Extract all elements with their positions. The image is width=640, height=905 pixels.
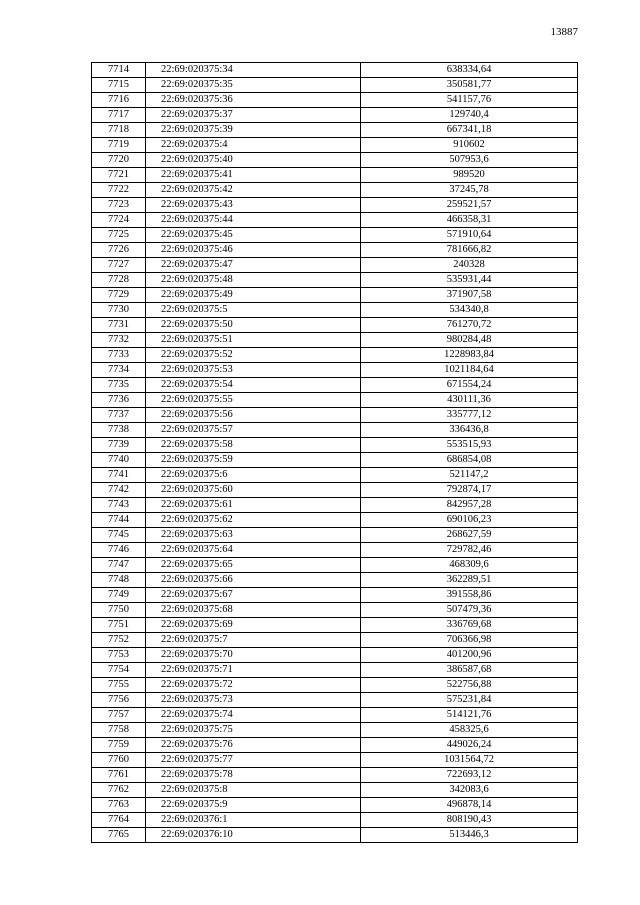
table-row (92, 543, 578, 558)
cadastral-number-cell: 22:69:020375:50 (146, 318, 361, 333)
cadastral-number-cell: 22:69:020375:71 (146, 663, 361, 678)
cadastral-number-cell: 22:69:020376:10 (146, 828, 361, 843)
cadastral-number-cell: 22:69:020375:73 (146, 693, 361, 708)
table-row (92, 768, 578, 783)
table-row (92, 498, 578, 513)
value-cell: 336769,68 (361, 618, 578, 633)
table-row (92, 78, 578, 93)
row-number-cell: 7751 (92, 618, 146, 633)
table-row (92, 573, 578, 588)
row-number-cell: 7728 (92, 273, 146, 288)
cadastral-number-cell: 22:69:020375:61 (146, 498, 361, 513)
value-cell: 690106,23 (361, 513, 578, 528)
table-row (92, 423, 578, 438)
row-number-cell: 7742 (92, 483, 146, 498)
value-cell: 1031564,72 (361, 753, 578, 768)
table-row (92, 213, 578, 228)
row-number-cell: 7714 (92, 63, 146, 78)
cadastral-number-cell: 22:69:020375:5 (146, 303, 361, 318)
table-row (92, 483, 578, 498)
value-cell: 722693,12 (361, 768, 578, 783)
value-cell: 391558,86 (361, 588, 578, 603)
value-cell: 521147,2 (361, 468, 578, 483)
cadastral-number-cell: 22:69:020375:9 (146, 798, 361, 813)
table-row (92, 153, 578, 168)
cadastral-number-cell: 22:69:020375:72 (146, 678, 361, 693)
cadastral-number-cell: 22:69:020375:58 (146, 438, 361, 453)
cadastral-number-cell: 22:69:020375:59 (146, 453, 361, 468)
row-number-cell: 7741 (92, 468, 146, 483)
cadastral-number-cell: 22:69:020375:75 (146, 723, 361, 738)
table-row (92, 363, 578, 378)
row-number-cell: 7731 (92, 318, 146, 333)
table-row (92, 183, 578, 198)
row-number-cell: 7738 (92, 423, 146, 438)
row-number-cell: 7727 (92, 258, 146, 273)
value-cell: 808190,43 (361, 813, 578, 828)
value-cell: 522756,88 (361, 678, 578, 693)
cadastral-number-cell: 22:69:020375:69 (146, 618, 361, 633)
value-cell: 513446,3 (361, 828, 578, 843)
cadastral-number-cell: 22:69:020375:52 (146, 348, 361, 363)
row-number-cell: 7720 (92, 153, 146, 168)
value-cell: 667341,18 (361, 123, 578, 138)
value-cell: 430111,36 (361, 393, 578, 408)
cadastral-number-cell: 22:69:020375:42 (146, 183, 361, 198)
value-cell: 1228983,84 (361, 348, 578, 363)
value-cell: 449026,24 (361, 738, 578, 753)
value-cell: 129740,4 (361, 108, 578, 123)
cadastral-number-cell: 22:69:020375:70 (146, 648, 361, 663)
value-cell: 335777,12 (361, 408, 578, 423)
row-number-cell: 7729 (92, 288, 146, 303)
value-cell: 671554,24 (361, 378, 578, 393)
row-number-cell: 7748 (92, 573, 146, 588)
table-row (92, 513, 578, 528)
row-number-cell: 7765 (92, 828, 146, 843)
row-number-cell: 7753 (92, 648, 146, 663)
cadastral-number-cell: 22:69:020375:40 (146, 153, 361, 168)
row-number-cell: 7759 (92, 738, 146, 753)
value-cell: 514121,76 (361, 708, 578, 723)
cadastral-number-cell: 22:69:020375:76 (146, 738, 361, 753)
cadastral-number-cell: 22:69:020375:77 (146, 753, 361, 768)
row-number-cell: 7719 (92, 138, 146, 153)
table-row (92, 603, 578, 618)
value-cell: 458325,6 (361, 723, 578, 738)
cadastral-number-cell: 22:69:020375:62 (146, 513, 361, 528)
row-number-cell: 7732 (92, 333, 146, 348)
row-number-cell: 7764 (92, 813, 146, 828)
row-number-cell: 7756 (92, 693, 146, 708)
cadastral-number-cell: 22:69:020375:44 (146, 213, 361, 228)
row-number-cell: 7745 (92, 528, 146, 543)
value-cell: 350581,77 (361, 78, 578, 93)
value-cell: 386587,68 (361, 663, 578, 678)
cadastral-number-cell: 22:69:020375:47 (146, 258, 361, 273)
table-row (92, 693, 578, 708)
cadastral-number-cell: 22:69:020375:46 (146, 243, 361, 258)
row-number-cell: 7754 (92, 663, 146, 678)
cadastral-number-cell: 22:69:020375:66 (146, 573, 361, 588)
row-number-cell: 7749 (92, 588, 146, 603)
value-cell: 401200,96 (361, 648, 578, 663)
row-number-cell: 7724 (92, 213, 146, 228)
table-row (92, 228, 578, 243)
table-row (92, 558, 578, 573)
value-cell: 240328 (361, 258, 578, 273)
table-row (92, 588, 578, 603)
row-number-cell: 7733 (92, 348, 146, 363)
value-cell: 535931,44 (361, 273, 578, 288)
cadastral-number-cell: 22:69:020375:67 (146, 588, 361, 603)
table-row (92, 333, 578, 348)
cadastral-number-cell: 22:69:020375:68 (146, 603, 361, 618)
table-row (92, 798, 578, 813)
cadastral-number-cell: 22:69:020375:60 (146, 483, 361, 498)
row-number-cell: 7757 (92, 708, 146, 723)
row-number-cell: 7722 (92, 183, 146, 198)
value-cell: 507953,6 (361, 153, 578, 168)
cadastral-number-cell: 22:69:020375:53 (146, 363, 361, 378)
value-cell: 371907,58 (361, 288, 578, 303)
table-row (92, 783, 578, 798)
row-number-cell: 7752 (92, 633, 146, 648)
cadastral-number-cell: 22:69:020375:39 (146, 123, 361, 138)
table-row (92, 753, 578, 768)
table-row (92, 453, 578, 468)
table-row (92, 258, 578, 273)
value-cell: 468309,6 (361, 558, 578, 573)
cadastral-number-cell: 22:69:020375:56 (146, 408, 361, 423)
cadastral-number-cell: 22:69:020375:43 (146, 198, 361, 213)
value-cell: 507479,36 (361, 603, 578, 618)
row-number-cell: 7736 (92, 393, 146, 408)
cadastral-number-cell: 22:69:020376:1 (146, 813, 361, 828)
table-row (92, 408, 578, 423)
cadastral-number-cell: 22:69:020375:55 (146, 393, 361, 408)
table-row (92, 303, 578, 318)
cadastral-number-cell: 22:69:020375:74 (146, 708, 361, 723)
value-cell: 910602 (361, 138, 578, 153)
table-row (92, 288, 578, 303)
cadastral-number-cell: 22:69:020375:35 (146, 78, 361, 93)
value-cell: 259521,57 (361, 198, 578, 213)
value-cell: 541157,76 (361, 93, 578, 108)
cadastral-value-table (91, 62, 578, 843)
value-cell: 729782,46 (361, 543, 578, 558)
cadastral-number-cell: 22:69:020375:34 (146, 63, 361, 78)
table-row (92, 348, 578, 363)
cadastral-number-cell: 22:69:020375:45 (146, 228, 361, 243)
row-number-cell: 7718 (92, 123, 146, 138)
row-number-cell: 7758 (92, 723, 146, 738)
value-cell: 342083,6 (361, 783, 578, 798)
cadastral-number-cell: 22:69:020375:78 (146, 768, 361, 783)
cadastral-number-cell: 22:69:020375:51 (146, 333, 361, 348)
row-number-cell: 7743 (92, 498, 146, 513)
row-number-cell: 7723 (92, 198, 146, 213)
cadastral-number-cell: 22:69:020375:54 (146, 378, 361, 393)
cadastral-number-cell: 22:69:020375:6 (146, 468, 361, 483)
row-number-cell: 7740 (92, 453, 146, 468)
table-row (92, 618, 578, 633)
row-number-cell: 7747 (92, 558, 146, 573)
table-row (92, 168, 578, 183)
cadastral-number-cell: 22:69:020375:7 (146, 633, 361, 648)
value-cell: 336436,8 (361, 423, 578, 438)
value-cell: 1021184,64 (361, 363, 578, 378)
value-cell: 638334,64 (361, 63, 578, 78)
table-row (92, 813, 578, 828)
row-number-cell: 7734 (92, 363, 146, 378)
value-cell: 781666,82 (361, 243, 578, 258)
table-row (92, 93, 578, 108)
table-row (92, 828, 578, 843)
value-cell: 534340,8 (361, 303, 578, 318)
table-row (92, 528, 578, 543)
value-cell: 575231,84 (361, 693, 578, 708)
cadastral-number-cell: 22:69:020375:57 (146, 423, 361, 438)
table-row (92, 243, 578, 258)
value-cell: 496878,14 (361, 798, 578, 813)
table-row (92, 708, 578, 723)
value-cell: 268627,59 (361, 528, 578, 543)
table-row (92, 108, 578, 123)
cadastral-number-cell: 22:69:020375:37 (146, 108, 361, 123)
row-number-cell: 7726 (92, 243, 146, 258)
row-number-cell: 7735 (92, 378, 146, 393)
table-row (92, 663, 578, 678)
table-body (92, 63, 578, 843)
value-cell: 792874,17 (361, 483, 578, 498)
value-cell: 980284,48 (361, 333, 578, 348)
value-cell: 466358,31 (361, 213, 578, 228)
row-number-cell: 7762 (92, 783, 146, 798)
value-cell: 571910,64 (361, 228, 578, 243)
table-row (92, 378, 578, 393)
table-row (92, 198, 578, 213)
row-number-cell: 7744 (92, 513, 146, 528)
row-number-cell: 7760 (92, 753, 146, 768)
value-cell: 686854,08 (361, 453, 578, 468)
table-row (92, 393, 578, 408)
table-row (92, 648, 578, 663)
cadastral-number-cell: 22:69:020375:8 (146, 783, 361, 798)
value-cell: 362289,51 (361, 573, 578, 588)
row-number-cell: 7739 (92, 438, 146, 453)
cadastral-number-cell: 22:69:020375:41 (146, 168, 361, 183)
row-number-cell: 7717 (92, 108, 146, 123)
table-row (92, 738, 578, 753)
row-number-cell: 7737 (92, 408, 146, 423)
table-row (92, 723, 578, 738)
row-number-cell: 7725 (92, 228, 146, 243)
value-cell: 706366,98 (361, 633, 578, 648)
table-row (92, 678, 578, 693)
page-number: 13887 (550, 26, 578, 38)
cadastral-number-cell: 22:69:020375:36 (146, 93, 361, 108)
table-row (92, 138, 578, 153)
value-cell: 842957,28 (361, 498, 578, 513)
cadastral-number-cell: 22:69:020375:64 (146, 543, 361, 558)
cadastral-number-cell: 22:69:020375:4 (146, 138, 361, 153)
table-row (92, 123, 578, 138)
cadastral-number-cell: 22:69:020375:48 (146, 273, 361, 288)
table-row (92, 318, 578, 333)
row-number-cell: 7746 (92, 543, 146, 558)
table-row (92, 438, 578, 453)
row-number-cell: 7750 (92, 603, 146, 618)
row-number-cell: 7755 (92, 678, 146, 693)
row-number-cell: 7763 (92, 798, 146, 813)
row-number-cell: 7715 (92, 78, 146, 93)
table-row (92, 63, 578, 78)
row-number-cell: 7730 (92, 303, 146, 318)
cadastral-number-cell: 22:69:020375:63 (146, 528, 361, 543)
cadastral-number-cell: 22:69:020375:49 (146, 288, 361, 303)
row-number-cell: 7716 (92, 93, 146, 108)
row-number-cell: 7761 (92, 768, 146, 783)
table-row (92, 468, 578, 483)
value-cell: 37245,78 (361, 183, 578, 198)
row-number-cell: 7721 (92, 168, 146, 183)
table-row (92, 273, 578, 288)
cadastral-number-cell: 22:69:020375:65 (146, 558, 361, 573)
table-row (92, 633, 578, 648)
value-cell: 761270,72 (361, 318, 578, 333)
value-cell: 553515,93 (361, 438, 578, 453)
value-cell: 989520 (361, 168, 578, 183)
